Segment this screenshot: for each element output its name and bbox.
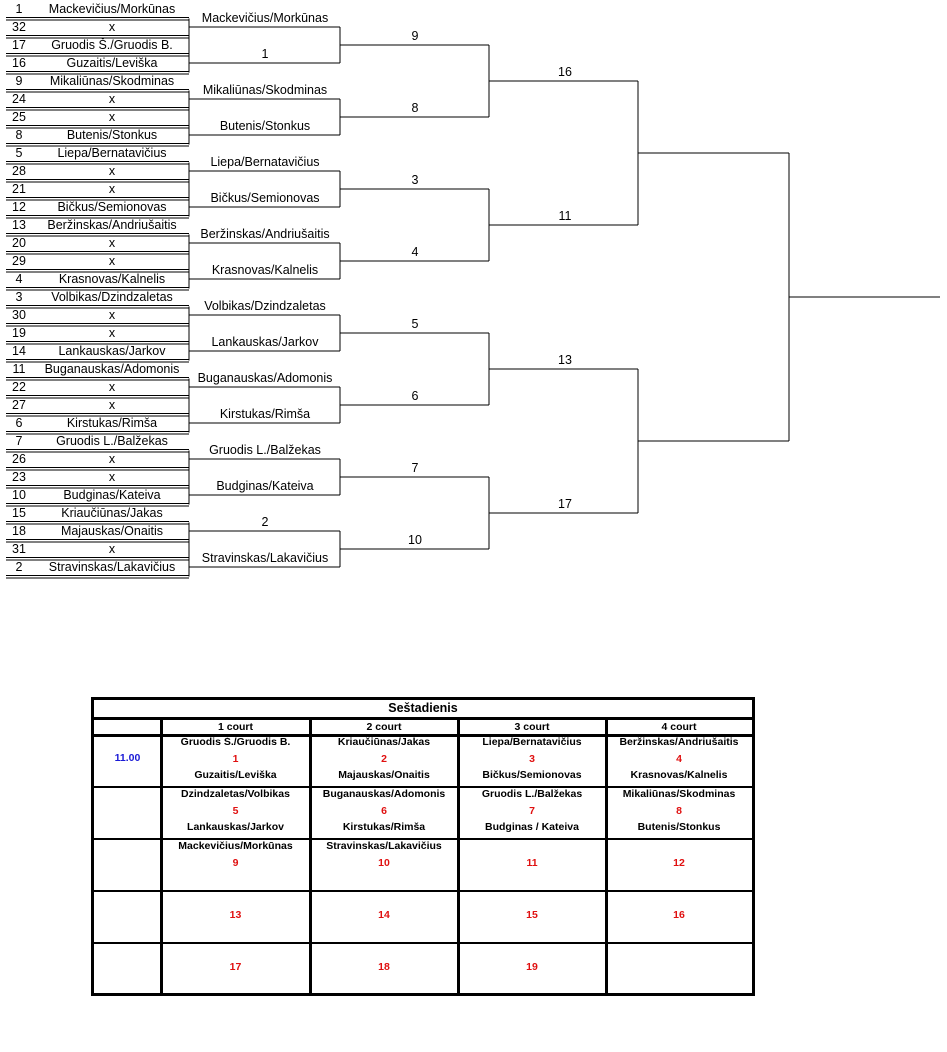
- row-divider: [94, 890, 752, 892]
- round2-top-entry: Gruodis L./Balžekas: [209, 443, 321, 457]
- match-team-top: Dzindzaletas/Volbikas: [181, 788, 290, 800]
- match-team-top: Gruodis L./Balžekas: [481, 788, 583, 800]
- match-team-bottom: Lankauskas/Jarkov: [187, 821, 284, 833]
- player-pair-name: Gruodis L./Balžekas: [56, 434, 168, 448]
- court-header: 4 court: [661, 721, 697, 733]
- time-slot: 11.00: [114, 752, 141, 764]
- bye-slot: x: [108, 326, 116, 340]
- seed-number: 24: [12, 92, 26, 106]
- bye-slot: x: [108, 182, 116, 196]
- match-number: 3: [529, 753, 535, 765]
- match-team-bottom: Budginas / Kateiva: [485, 821, 579, 833]
- court-header: 2 court: [366, 721, 402, 733]
- seed-number: 6: [15, 416, 23, 430]
- player-pair-name: Beržinskas/Andriušaitis: [47, 218, 177, 232]
- seed-number: 25: [12, 110, 26, 124]
- bye-slot: x: [108, 398, 116, 412]
- court-header: 1 court: [217, 721, 253, 733]
- seed-number: 17: [12, 38, 26, 52]
- seed-number: 26: [12, 452, 26, 466]
- seed-number: 19: [12, 326, 26, 340]
- seed-number: 11: [12, 362, 26, 376]
- player-pair-name: Majauskas/Onaitis: [60, 524, 164, 538]
- seed-number: 12: [12, 200, 26, 214]
- round3-match-number: 9: [411, 29, 419, 43]
- seed-number: 23: [12, 470, 26, 484]
- match-number: 4: [676, 753, 682, 765]
- round4-match-number: 17: [558, 497, 572, 511]
- bye-slot: x: [108, 254, 116, 268]
- match-team-top: Liepa/Bernatavičius: [482, 736, 582, 748]
- match-team-bottom: Kirstukas/Rimša: [342, 821, 426, 833]
- player-pair-name: Volbikas/Dzindzaletas: [51, 290, 173, 304]
- round3-match-number: 6: [411, 389, 419, 403]
- round2-top-entry: Volbikas/Dzindzaletas: [204, 299, 326, 313]
- match-team-top: Mikaliūnas/Skodminas: [622, 788, 736, 800]
- bye-slot: x: [108, 308, 116, 322]
- bye-slot: x: [108, 20, 116, 34]
- match-number: 15: [526, 909, 538, 921]
- round2-top-entry: 2: [261, 515, 269, 529]
- round2-bottom-entry: Krasnovas/Kalnelis: [211, 263, 319, 277]
- player-pair-name: Mackevičius/Morkūnas: [48, 2, 176, 16]
- match-number: 1: [232, 753, 239, 765]
- round4-match-number: 13: [558, 353, 572, 367]
- round3-match-number: 5: [411, 317, 419, 331]
- round2-top-entry: Liepa/Bernatavičius: [210, 155, 320, 169]
- match-number: 10: [378, 857, 390, 869]
- round4-match-number: 11: [558, 209, 572, 223]
- player-pair-name: Budginas/Kateiva: [63, 488, 161, 502]
- bye-slot: x: [108, 452, 116, 466]
- seed-number: 14: [12, 344, 26, 358]
- round3-match-number: 8: [411, 101, 419, 115]
- bye-slot: x: [108, 470, 116, 484]
- match-number: 19: [526, 961, 538, 973]
- seed-number: 32: [12, 20, 26, 34]
- match-number: 16: [673, 909, 685, 921]
- player-pair-name: Lankauskas/Jarkov: [58, 344, 166, 358]
- player-pair-name: Gruodis Š./Gruodis B.: [51, 38, 173, 52]
- match-number: 9: [232, 857, 239, 869]
- player-pair-name: Kriaučiūnas/Jakas: [61, 506, 163, 520]
- round3-match-number: 4: [411, 245, 419, 259]
- player-pair-name: Krasnovas/Kalnelis: [58, 272, 166, 286]
- match-team-bottom: Butenis/Stonkus: [637, 821, 721, 833]
- seed-number: 31: [12, 542, 26, 556]
- player-pair-name: Bičkus/Semionovas: [57, 200, 167, 214]
- round2-bottom-entry: 1: [261, 47, 269, 61]
- match-number: 12: [673, 857, 685, 869]
- bye-slot: x: [108, 110, 116, 124]
- round3-match-number: 7: [411, 461, 419, 475]
- match-team-top: Mackevičius/Morkūnas: [178, 840, 293, 852]
- round3-match-number: 10: [408, 533, 422, 547]
- seed-number: 29: [12, 254, 26, 268]
- schedule-table: [91, 697, 755, 996]
- match-number: 17: [229, 961, 242, 973]
- seed-number: 21: [12, 182, 26, 196]
- seed-number: 9: [15, 74, 23, 88]
- seed-number: 20: [12, 236, 26, 250]
- seed-number: 22: [12, 380, 26, 394]
- player-pair-name: Butenis/Stonkus: [66, 128, 158, 142]
- round2-bottom-entry: Budginas/Kateiva: [216, 479, 314, 493]
- round3-match-number: 3: [411, 173, 419, 187]
- seed-number: 7: [15, 434, 23, 448]
- seed-number: 8: [15, 128, 23, 142]
- bye-slot: x: [108, 236, 116, 250]
- seed-number: 2: [15, 560, 23, 574]
- round2-bottom-entry: Kirstukas/Rimša: [219, 407, 311, 421]
- round2-top-entry: Mackevičius/Morkūnas: [201, 11, 329, 25]
- match-team-bottom: Guzaitis/Leviška: [194, 769, 277, 781]
- match-number: 14: [378, 909, 390, 921]
- match-number: 13: [229, 909, 242, 921]
- seed-number: 16: [12, 56, 26, 70]
- player-pair-name: Mikaliūnas/Skodminas: [49, 74, 175, 88]
- match-team-bottom: Krasnovas/Kalnelis: [630, 769, 728, 781]
- match-team-bottom: Bičkus/Semionovas: [482, 769, 582, 781]
- match-number: 5: [232, 805, 239, 817]
- round2-top-entry: Buganauskas/Adomonis: [197, 371, 333, 385]
- player-pair-name: Guzaitis/Leviška: [66, 56, 158, 70]
- seed-number: 28: [12, 164, 26, 178]
- match-team-top: Gruodis Š./Gruodis B.: [180, 736, 291, 748]
- seed-number: 30: [12, 308, 26, 322]
- seed-number: 15: [12, 506, 26, 520]
- match-number: 18: [378, 961, 390, 973]
- match-number: 6: [381, 805, 387, 817]
- bye-slot: x: [108, 542, 116, 556]
- round2-bottom-entry: Stravinskas/Lakavičius: [201, 551, 329, 565]
- seed-number: 1: [15, 2, 23, 16]
- match-number: 2: [381, 753, 387, 765]
- match-team-top: Stravinskas/Lakavičius: [326, 840, 442, 852]
- round2-bottom-entry: Lankauskas/Jarkov: [211, 335, 319, 349]
- round4-match-number: 16: [558, 65, 572, 79]
- match-team-top: Kriaučiūnas/Jakas: [337, 736, 431, 748]
- court-header: 3 court: [514, 721, 550, 733]
- row-divider: [94, 942, 752, 944]
- seed-number: 5: [15, 146, 23, 160]
- schedule-title: Seštadienis: [388, 701, 458, 715]
- seed-number: 18: [12, 524, 26, 538]
- seed-number: 4: [15, 272, 23, 286]
- round2-top-entry: Beržinskas/Andriušaitis: [200, 227, 330, 241]
- match-number: 7: [529, 805, 535, 817]
- seed-number: 10: [12, 488, 26, 502]
- match-number: 8: [676, 805, 682, 817]
- round2-bottom-entry: Butenis/Stonkus: [219, 119, 311, 133]
- player-pair-name: Liepa/Bernatavičius: [57, 146, 167, 160]
- seed-number: 13: [12, 218, 26, 232]
- seed-number: 27: [12, 398, 26, 412]
- seed-number: 3: [15, 290, 23, 304]
- bye-slot: x: [108, 92, 116, 106]
- match-team-bottom: Majauskas/Onaitis: [338, 769, 430, 781]
- player-pair-name: Kirstukas/Rimša: [66, 416, 158, 430]
- player-pair-name: Buganauskas/Adomonis: [44, 362, 180, 376]
- round2-bottom-entry: Bičkus/Semionovas: [210, 191, 320, 205]
- match-number: 11: [526, 857, 538, 869]
- bye-slot: x: [108, 380, 116, 394]
- round2-top-entry: Mikaliūnas/Skodminas: [202, 83, 328, 97]
- player-pair-name: Stravinskas/Lakavičius: [48, 560, 176, 574]
- match-team-top: Beržinskas/Andriušaitis: [619, 736, 739, 748]
- match-team-top: Buganauskas/Adomonis: [322, 788, 446, 800]
- bye-slot: x: [108, 164, 116, 178]
